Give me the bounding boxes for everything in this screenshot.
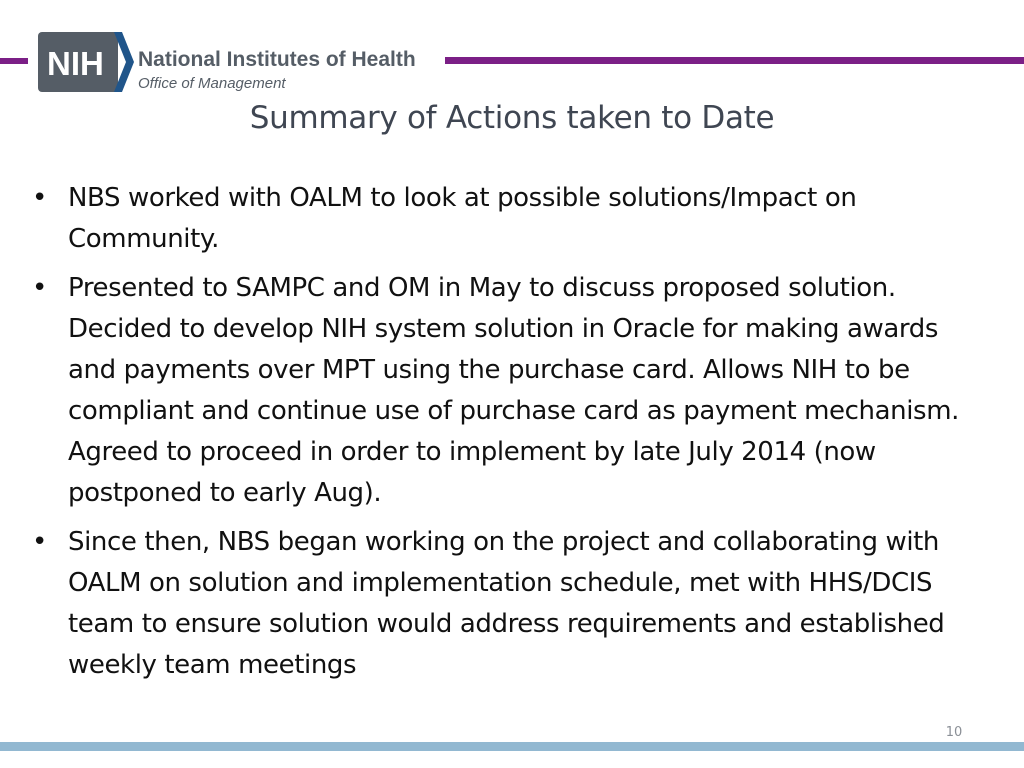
- bullet-list: [30, 178, 980, 694]
- bullet-text: NBS worked with OALM to look at possible solutions/Impact on Community.: [68, 183, 857, 254]
- header-rule-left: [0, 58, 28, 64]
- bullet-text: Presented to SAMPC and OM in May to discuss proposed solution. Decided to develop NIH system solution in Oracle for making awards and payments over MPT using the purchase card. Allows NIH to be compliant and continue use of purchase card as payment mechanism. Agreed to proceed in order to implement by late July 2014 (now postponed to early Aug).: [68, 273, 959, 508]
- bullet-item: [30, 178, 980, 260]
- bullet-marker: •: [32, 183, 47, 213]
- logo-abbrev: NIH: [47, 45, 104, 82]
- page-number: 10: [945, 725, 963, 740]
- header-rule-right: [445, 57, 1024, 64]
- bullet-marker: •: [32, 527, 47, 557]
- bullet-text: Since then, NBS began working on the project and collaborating with OALM on solution and implementation schedule, met with HHS/DCIS team to ensure solution would address requirements and established weekly team meetings: [68, 527, 945, 680]
- nih-logo: [38, 32, 438, 94]
- nih-logo-icon: [38, 32, 134, 92]
- footer-bar: [0, 742, 1024, 751]
- bullet-item: [30, 268, 980, 514]
- slide-title: Summary of Actions taken to Date: [249, 100, 775, 136]
- logo-subtitle: Office of Management: [138, 75, 286, 92]
- bullet-item: [30, 522, 980, 686]
- bullet-marker: •: [32, 273, 47, 303]
- logo-name: National Institutes of Health: [138, 48, 416, 71]
